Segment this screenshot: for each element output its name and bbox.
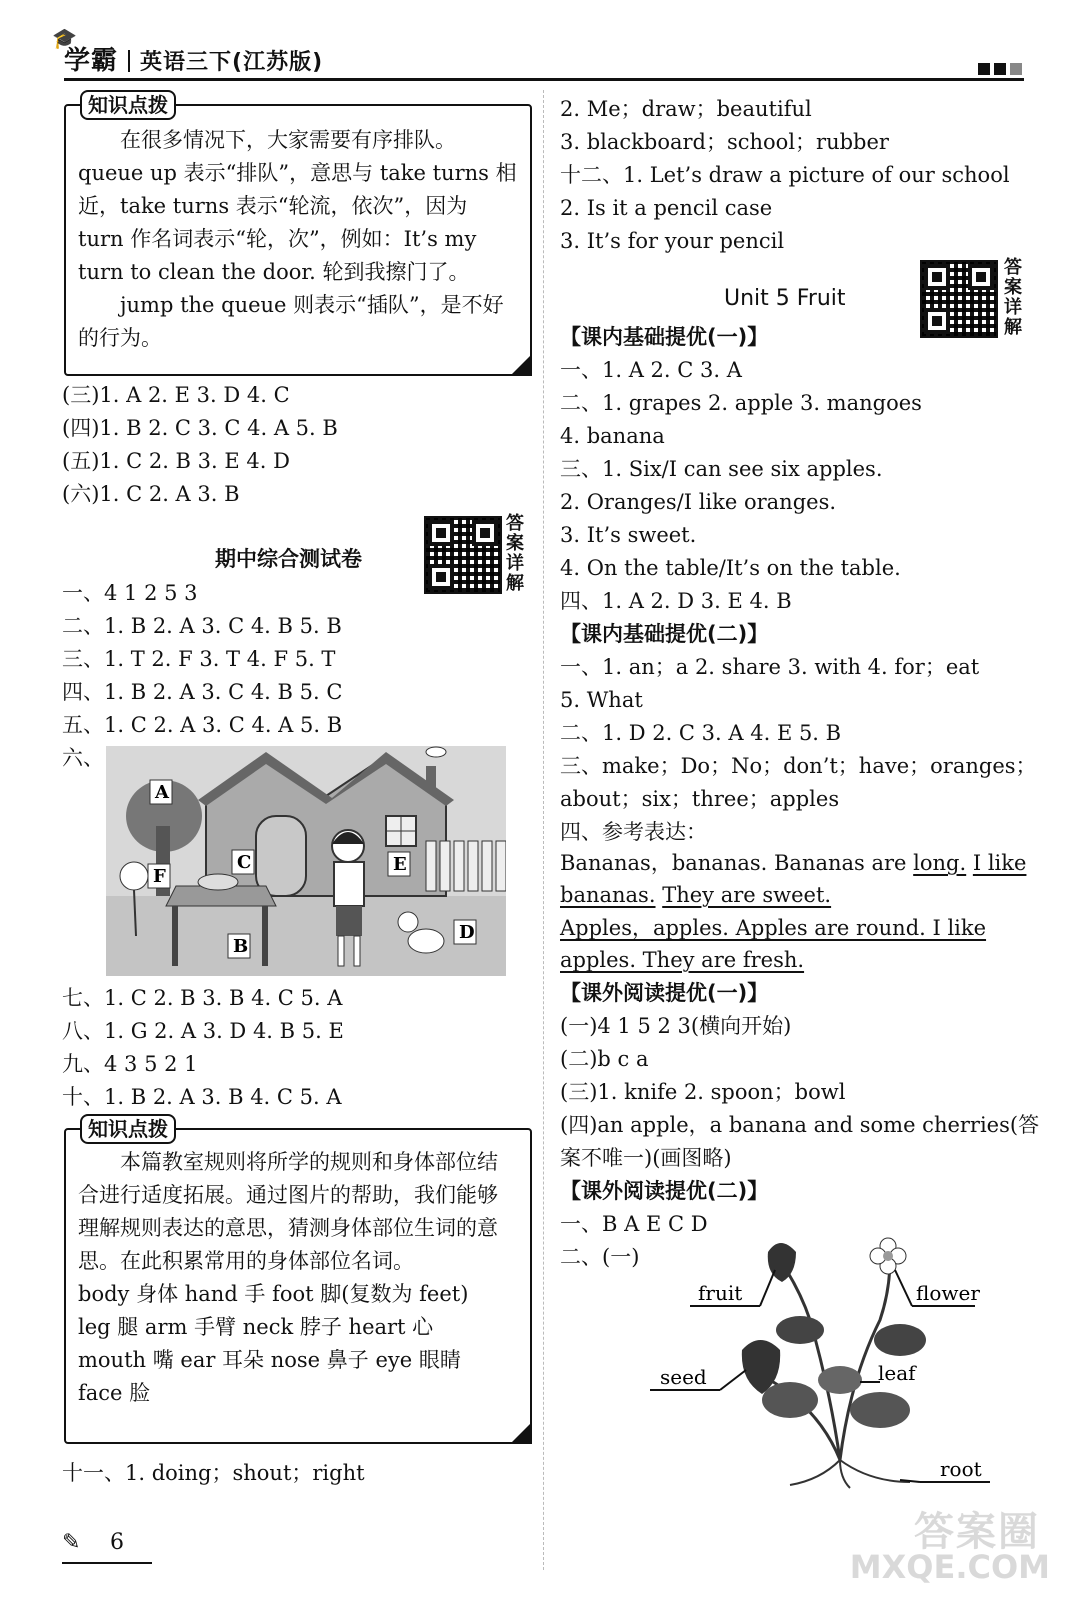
answer-line: 二、(一)	[560, 1245, 640, 1269]
tip-paragraph: 在很多情况下，大家需要有序排队。queue up 表示“排队”，意思与 take turns 相近，take turns 表示“轮流，依次”，因为 turn 作名词表示“轮，次”，例如：It’s my turn to clean the door. 轮到我擦门了。	[78, 128, 517, 284]
answer-line: 二、1. D 2. C 3. A 4. E 5. B	[560, 721, 842, 745]
expression-line: Bananas，bananas. Bananas are long. I like	[560, 851, 1027, 875]
answer-line: 2. Me；draw；beautiful	[560, 97, 812, 121]
qr-code-icon[interactable]	[920, 260, 998, 338]
midterm-title: 期中综合测试卷	[215, 547, 362, 571]
answer-line: 案不唯一)(画图略)	[560, 1146, 732, 1170]
picture-label-c: C	[237, 852, 252, 873]
picture-label-f: F	[153, 866, 166, 887]
answer-line: (四)an apple，a banana and some cherries(答	[560, 1113, 1040, 1137]
vocab-line: mouth 嘴 ear 耳朵 nose 鼻子 eye 眼睛	[78, 1348, 461, 1372]
column-divider	[543, 90, 545, 1570]
answer-line: 十一、1. doing；shout；right	[62, 1461, 365, 1485]
plant-label-flower: flower	[916, 1281, 980, 1305]
qr-caption: 答案详解	[506, 513, 524, 594]
vocab-line: body 身体 hand 手 foot 脚(复数为 feet)	[78, 1282, 469, 1306]
section-heading: 【课内基础提优(二)】	[560, 622, 769, 646]
vocab-line: face 脸	[78, 1381, 151, 1405]
answer-line: 七、1. C 2. B 3. B 4. C 5. A	[62, 986, 343, 1010]
answer-line: about；six；three；apples	[560, 787, 840, 811]
watermark-logo: 答案圈	[914, 1509, 1040, 1555]
unit-title: Unit 5 Fruit	[724, 286, 846, 311]
answer-line: 3. blackboard；school；rubber	[560, 130, 889, 154]
watermark-url: MXQE.COM	[849, 1548, 1050, 1586]
answer-line: 四、1. B 2. A 3. C 4. B 5. C	[62, 680, 343, 704]
tip-paragraph: jump the queue 则表示“插队”，是不好的行为。	[78, 293, 504, 350]
tip-box-body-parts	[64, 1117, 532, 1444]
answer-line: 四、参考表达：	[560, 820, 707, 844]
answer-line: 十二、1. Let’s draw a picture of our school	[560, 163, 1010, 187]
answer-line: 2. Is it a pencil case	[560, 196, 773, 220]
tip-box-queue	[64, 93, 532, 376]
answer-line: 二、1. B 2. A 3. C 4. B 5. B	[62, 614, 342, 638]
picture-label-d: D	[459, 922, 475, 943]
plant-label-leaf: leaf	[878, 1361, 916, 1385]
picture-label-a: A	[155, 782, 169, 803]
answer-line: 一、1. an；a 2. share 3. with 4. for；eat	[560, 655, 980, 679]
answer-line: 三、make；Do；No；don’t；have；oranges；	[560, 754, 1037, 778]
answer-line: 一、B A E C D	[560, 1212, 708, 1236]
header-rule	[64, 78, 1024, 81]
plant-label-fruit: fruit	[698, 1281, 743, 1305]
tip-paragraph: 本篇教室规则将所学的规则和身体部位结合进行适度拓展。通过图片的帮助，我们能够理解规则表达的意思，猜测身体部位生词的意思。在此积累常用的身体部位名词。	[78, 1150, 498, 1273]
answer-line: 三、1. T 2. F 3. T 4. F 5. T	[62, 647, 336, 671]
footer-rule	[62, 1562, 152, 1564]
answer-line: (二)b c a	[560, 1047, 649, 1071]
answer-line: (一)4 1 5 2 3(横向开始)	[560, 1014, 792, 1038]
pencil-icon: ✎	[62, 1530, 81, 1555]
house-scene-illustration	[106, 746, 506, 976]
graduation-cap-icon: 🎓	[52, 26, 78, 50]
answer-line: (四)1. B 2. C 3. C 4. A 5. B	[62, 416, 338, 440]
plant-label-seed: seed	[660, 1365, 707, 1389]
answer-line: 二、1. grapes 2. apple 3. mangoes	[560, 391, 922, 415]
decor-squares	[974, 60, 1022, 79]
answer-line: 十、1. B 2. A 3. B 4. C 5. A	[62, 1085, 342, 1109]
section-heading: 【课外阅读提优(二)】	[560, 1179, 769, 1203]
answer-line: 4. banana	[560, 424, 665, 448]
section-heading: 【课内基础提优(一)】	[560, 325, 769, 349]
answer-line: 三、1. Six/I can see six apples.	[560, 457, 883, 481]
vocab-line: leg 腿 arm 手臂 neck 脖子 heart 心	[78, 1315, 434, 1339]
book-subtitle: 英语三下(江苏版)	[140, 50, 324, 75]
answer-line: 一、1. A 2. C 3. A	[560, 358, 742, 382]
qr-caption: 答案详解	[1004, 257, 1022, 338]
expression-line: apples. They are fresh.	[560, 948, 805, 972]
picture-label-e: E	[393, 854, 407, 875]
brand-name: 学霸	[64, 46, 119, 76]
answer-line: (三)1. A 2. E 3. D 4. C	[62, 383, 290, 407]
qr-code-icon[interactable]	[424, 516, 502, 594]
brand	[52, 26, 324, 77]
picture-label-b: B	[233, 936, 249, 957]
tip-tag: 知识点拨	[80, 1114, 176, 1144]
answer-line: 五、1. C 2. A 3. C 4. A 5. B	[62, 713, 343, 737]
plant-label-root: root	[940, 1457, 982, 1481]
answer-line: 5. What	[560, 688, 643, 712]
expression-line: Apples，apples. Apples are round. I like	[560, 916, 987, 940]
answer-line: 四、1. A 2. D 3. E 4. B	[560, 589, 792, 613]
tip-tag: 知识点拨	[80, 90, 176, 120]
answer-line: (六)1. C 2. A 3. B	[62, 482, 240, 506]
strawberry-plant-diagram	[650, 1230, 1040, 1490]
answer-line: 3. It’s for your pencil	[560, 229, 785, 253]
expression-line: bananas. They are sweet.	[560, 883, 832, 907]
page-number: 6	[110, 1530, 124, 1555]
answer-line: 六、	[62, 746, 104, 770]
answer-line: (五)1. C 2. B 3. E 4. D	[62, 449, 290, 473]
answer-line: 九、4 3 5 2 1	[62, 1052, 198, 1076]
answer-line: 八、1. G 2. A 3. D 4. B 5. E	[62, 1019, 344, 1043]
answer-line: (三)1. knife 2. spoon；bowl	[560, 1080, 846, 1104]
section-heading: 【课外阅读提优(一)】	[560, 981, 769, 1005]
answer-line: 3. It’s sweet.	[560, 523, 697, 547]
answer-line: 2. Oranges/I like oranges.	[560, 490, 837, 514]
page-header	[0, 0, 1080, 80]
answer-line: 一、4 1 2 5 3	[62, 581, 198, 605]
answer-line: 4. On the table/It’s on the table.	[560, 556, 901, 580]
